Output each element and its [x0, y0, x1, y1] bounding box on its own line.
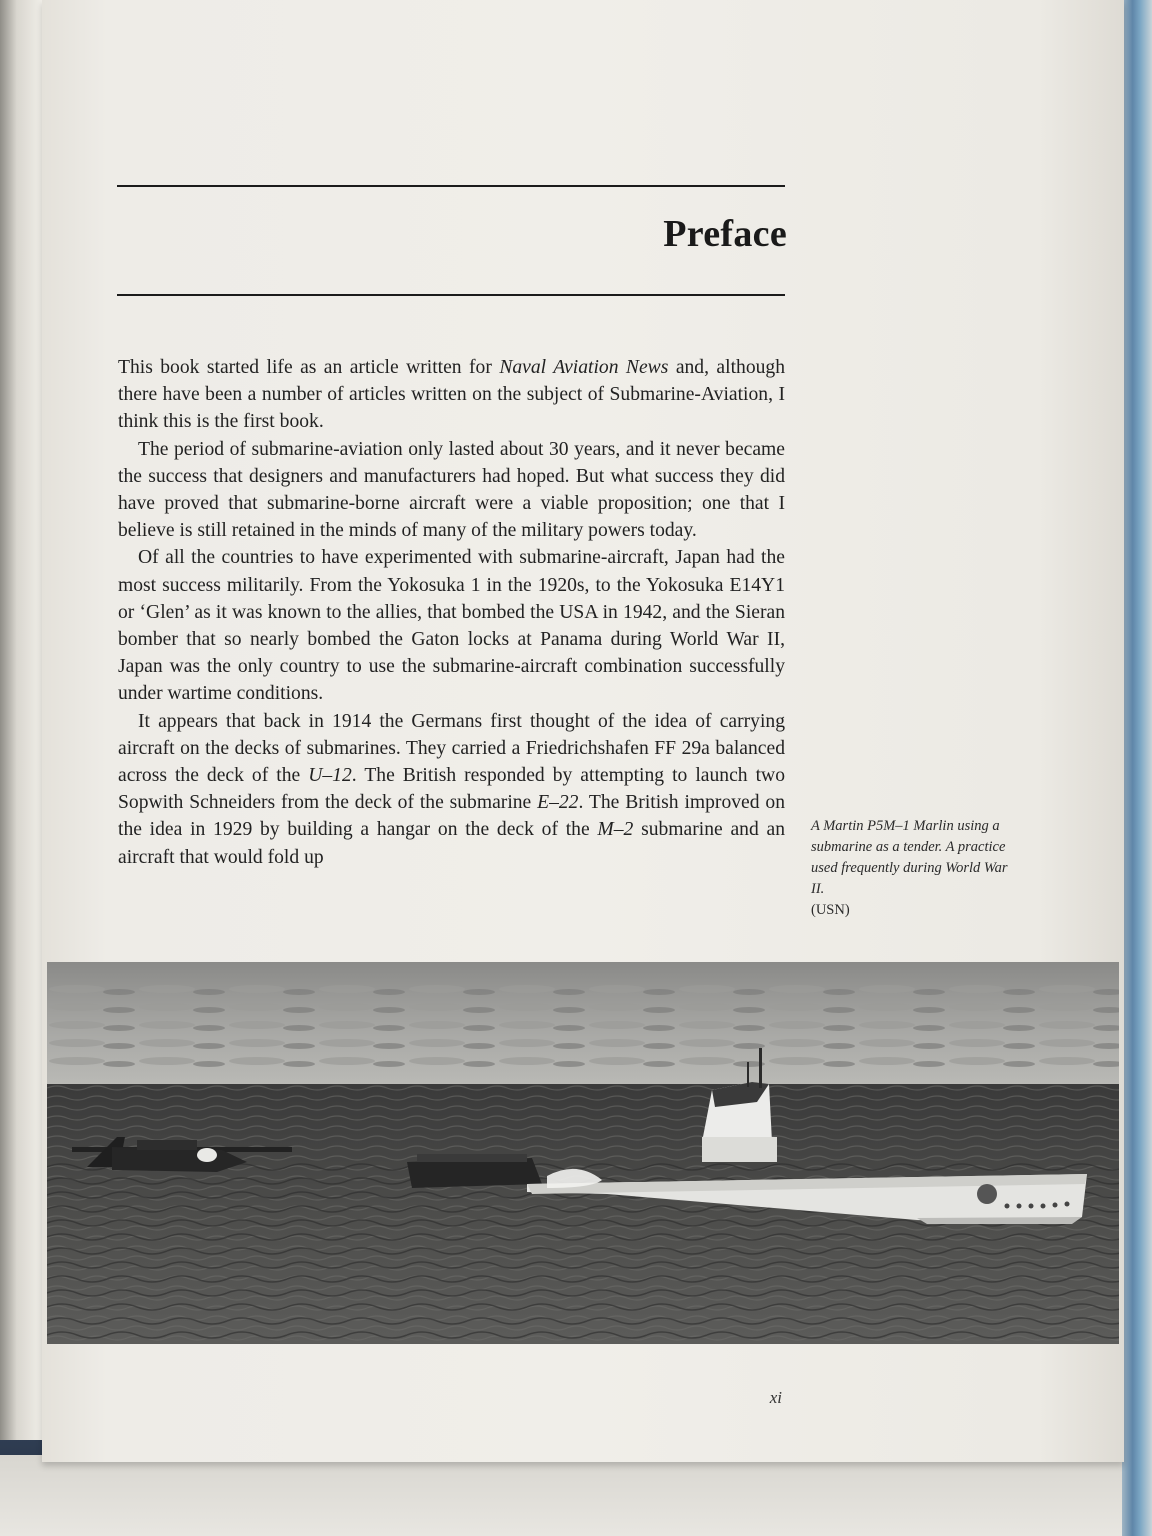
paragraph [118, 436, 785, 545]
paragraph-text: This book started life as an article written for [118, 357, 500, 378]
photo-caption [811, 816, 1021, 921]
book-cover-right [1122, 0, 1152, 1536]
left-page-edge [0, 0, 42, 1536]
italic-text: Naval Aviation News [499, 357, 669, 378]
paragraph-text: submarine and an aircraft that would fold up [118, 819, 785, 868]
caption-credit: (USN) [811, 902, 850, 918]
photo-image [47, 962, 1119, 1344]
page-title: Preface [663, 213, 787, 255]
italic-text: E–22 [537, 792, 579, 814]
paragraph-text: . The British improved on the idea in 1929 by building a hangar on the deck of the [118, 792, 785, 841]
paragraph-text: . The British responded by attempting to launch two Sopwith Schneiders from the deck of the submarine [118, 765, 785, 814]
paragraph-text: Of all the countries to have experimented with submarine-aircraft, Japan had the most success militarily. From the Yokosuka 1 in the 1920s, to the Yokosuka E14Y1 or ‘Glen’ as it was known to the allies, that bombed the USA in 1942, and the Sieran bomber that so nearly bombed the Gaton locks at Panama during World War II, Japan was the only country to use the submarine-aircraft combination successfully under wartime conditions. [118, 547, 785, 705]
paragraph [118, 544, 785, 707]
italic-text: U–12 [308, 765, 352, 787]
caption-text: A Martin P5M–1 Marlin using a submarine as a tender. A practice used frequently during World War II. [811, 818, 1008, 897]
paragraph [118, 354, 785, 436]
title-rule-bottom [117, 294, 785, 296]
title-rule-top [117, 185, 785, 187]
paragraph-text: It appears that back in 1914 the Germans first thought of the idea of carrying aircraft on the decks of submarines. They carried a Friedrichshafen FF 29a balanced across the deck of the [118, 710, 785, 787]
paragraph-text: and, although there have been a number of articles written on the subject of Submarine-Aviation, I think this is the first book. [118, 357, 786, 433]
italic-text: M–2 [597, 819, 634, 841]
preface-body [118, 354, 785, 871]
page-number: xi [769, 1388, 782, 1407]
paragraph [118, 708, 785, 871]
paragraph-text: The period of submarine-aviation only lasted about 30 years, and it never became the success that designers and manufacturers had hoped. But what success they did have proved that submarine-borne aircraft were a viable proposition; one that I believe is still retained in the minds of many of the military powers today. [118, 438, 785, 542]
submarine-and-seaplane-photo [47, 962, 1119, 1344]
background-surface [0, 1455, 1152, 1536]
